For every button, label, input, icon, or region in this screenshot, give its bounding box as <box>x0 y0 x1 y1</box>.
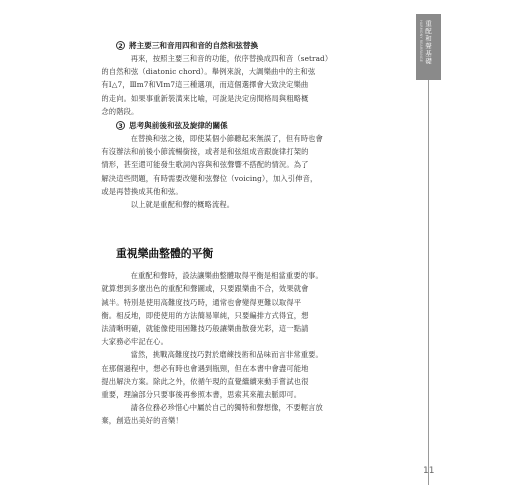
step-3-line: 情形，甚至還可能發生歌詞內容與和弦聲響不搭配的情況。為了 <box>101 160 309 170</box>
paragraph-line: 就算想到多麼出色的重配和聲圖或，只要跟樂曲不合，效果就會 <box>101 284 309 294</box>
paragraph-line: 棄，創造出美好的音樂！ <box>101 416 183 426</box>
step-2-title: 將主要三和音用四和音的自然和弦替換 <box>129 41 259 50</box>
paragraph-line: 減半。特別是使用高難度技巧時，通常也會變得更難以取得平 <box>101 297 302 307</box>
step-3-heading <box>116 120 406 131</box>
paragraph-line: 法清晰明確，就能像使用困難技巧般讓樂曲散發光彩，這一點請 <box>101 324 309 334</box>
paragraph-line: 在那個過程中，想必有時也會遇到瓶頸，但在本書中會盡可能地 <box>101 363 309 373</box>
page-number: 11 <box>423 466 435 476</box>
step-2-line: 再來，按照主要三和音的功能，依序替換成四和音（setrad） <box>130 54 333 63</box>
step-3-title: 思考與前後和弦及旋律的關係 <box>129 121 228 131</box>
paragraph-line: 在重配和聲時，設法讓樂曲整體取得平衡是相當重要的事。 <box>130 271 323 281</box>
step-2-heading <box>116 40 406 51</box>
step-3-closing: 以上就是重配和聲的概略流程。 <box>130 200 235 210</box>
chapter-tab-label: 重配和聲基礎 <box>424 20 432 65</box>
page-body <box>101 40 406 428</box>
step-3-number: 3 <box>116 121 125 130</box>
step-3-text <box>101 132 406 198</box>
step-2-text <box>101 52 406 118</box>
section-paragraph-1 <box>101 269 406 348</box>
paragraph-line: 提出解決方案。除此之外，依循午現的直覺繼續來動手嘗試也很 <box>101 376 309 386</box>
section-paragraph-3 <box>101 401 406 427</box>
chapter-tab-english-label: HARMONY REARRANGE <box>419 20 423 62</box>
paragraph-line: 重要，理論部分只要事後再參照本書，思索其來龍去脈即可。 <box>101 390 302 400</box>
step-2-line: 有I△7，Ⅲm7和Ⅵm7這三種選項，而這個選擇會大致決定樂曲 <box>101 80 309 90</box>
step-2-number: 2 <box>116 41 125 50</box>
paragraph-line: 大家務必牢記在心。 <box>101 337 168 347</box>
chapter-thumb-tab <box>416 14 441 80</box>
step-3-line: 有沒辦法和前後小節流暢銜接，或者是和弦組成音跟旋律打架的 <box>101 147 309 157</box>
paragraph-line: 衡。相反地，即使使用的方法簡易單純，只要編排方式得宜，想 <box>101 310 309 320</box>
step-2-line: 的走向。如果事重新裝潢來比喻，可說是決定房間格局與粗略概 <box>101 93 309 103</box>
step-2-line: 的自然和弦（diatonic chord）。舉例來說，大調樂曲中的主和弦 <box>101 67 316 77</box>
section-paragraph-2 <box>101 348 406 401</box>
paragraph-line: 請各位務必珍惜心中屬於自己的獨特和聲想像，不要輕言放 <box>130 403 323 413</box>
section-heading: 重視樂曲整體的平衡 <box>116 247 214 261</box>
step-2-line: 念的階段。 <box>101 106 139 116</box>
step-3-line: 或是再替換成其他和弦。 <box>101 186 183 196</box>
step-3-line: 解決這些問題，有時需要改變和弦聲位（voicing），加入引伸音， <box>101 173 318 183</box>
margin-rule <box>428 80 429 485</box>
paragraph-line: 當然，挑戰高難度技巧對於磨練技術和品味而言非常重要。 <box>130 350 323 360</box>
step-3-line: 在替換和弦之後，即使某個小節聽起來無誤了，但有時也會 <box>130 134 323 144</box>
